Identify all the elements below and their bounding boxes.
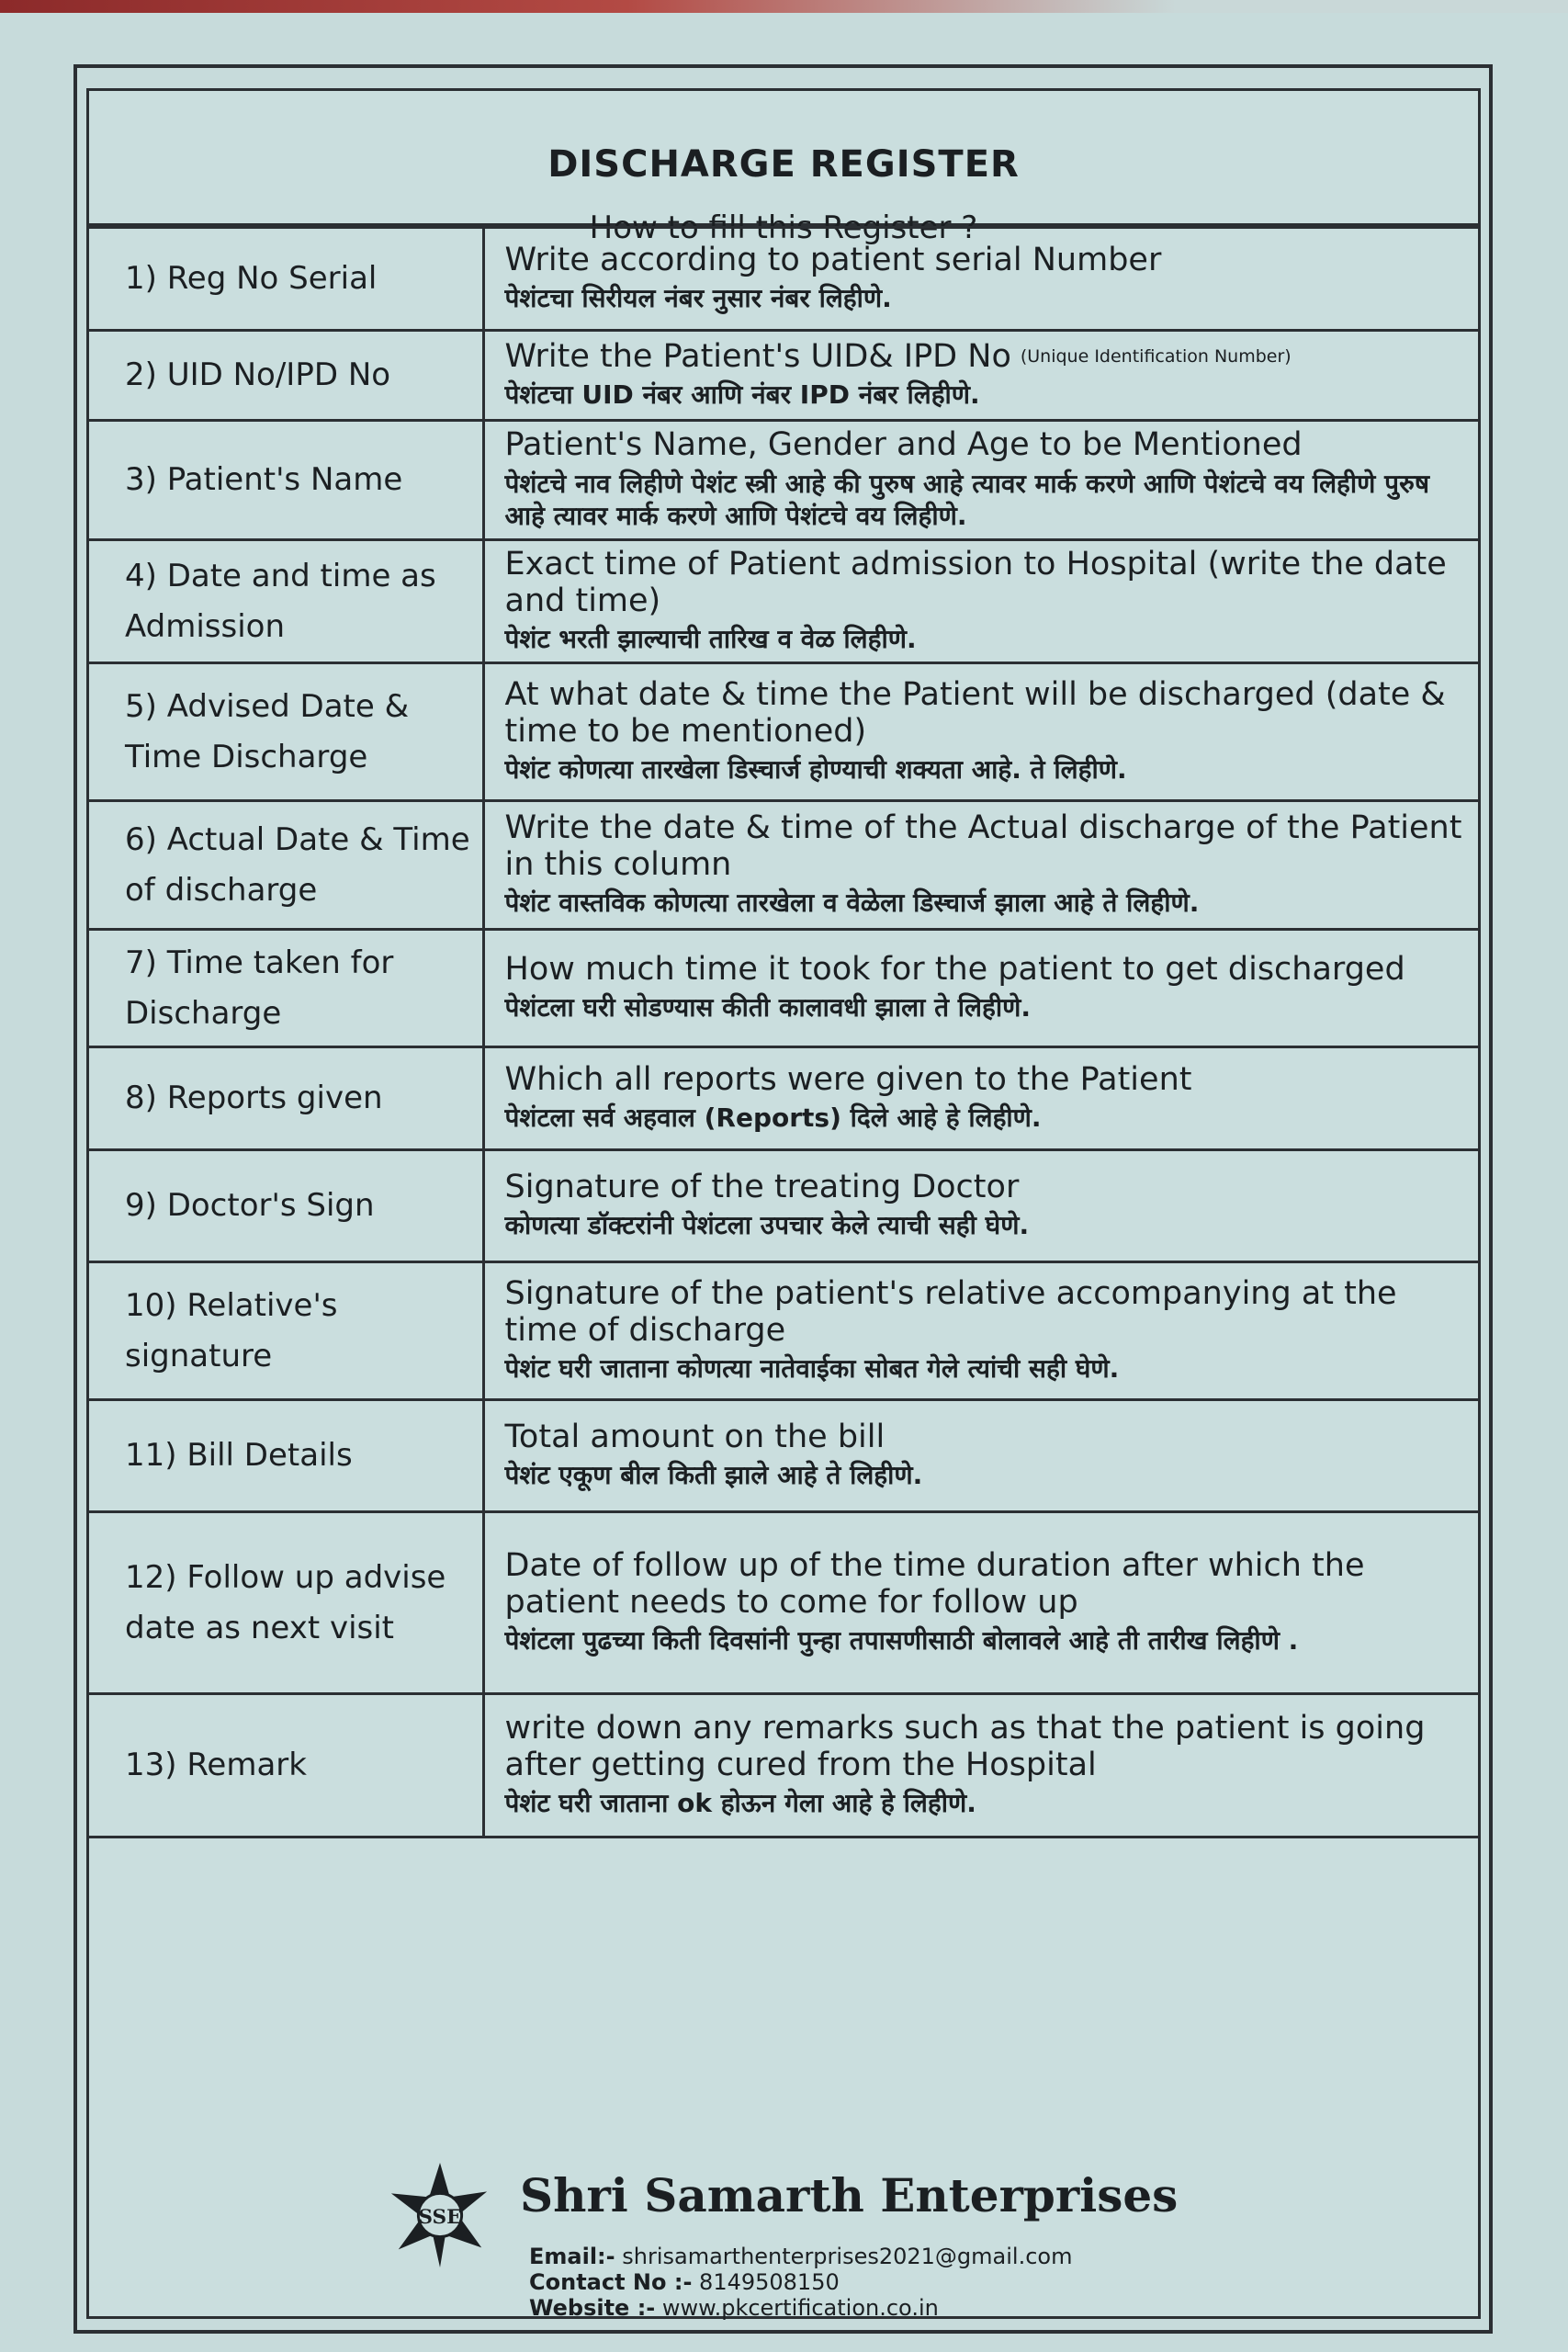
instruction-rows — [86, 228, 1481, 1838]
email-line — [529, 2245, 1072, 2267]
instruction-english — [505, 1170, 1467, 1206]
field-instruction — [483, 801, 1481, 930]
instruction-english — [505, 1276, 1467, 1349]
instruction-marathi: पेशंट घरी जाताना कोणत्या नातेवाईका सोबत गेले त्यांची सही घेणे. — [504, 1353, 1120, 1385]
field-name: 13) Remark — [86, 1694, 483, 1838]
field-name: 5) Advised Date & Time Discharge — [86, 663, 483, 801]
instruction-english-text: Patient's Name, Gender and Age to be Mentioned — [504, 426, 1303, 463]
table-row — [86, 1262, 1481, 1400]
field-name: 2) UID No/IPD No — [86, 331, 483, 421]
instruction-english — [505, 1419, 1467, 1456]
contact-value: 8149508150 — [699, 2269, 840, 2295]
field-instruction — [483, 930, 1481, 1047]
instruction-marathi: पेशंटला पुढच्या किती दिवसांनी पुन्हा तपासणीसाठी बोलावले आहे ती तारीख लिहीणे . — [504, 1625, 1299, 1657]
page-subtitle: How to fill this Register ? — [589, 209, 978, 246]
instruction-marathi: पेशंटचे नाव लिहीणे पेशंट स्त्री आहे की पुरुष आहे त्यावर मार्क करणे आणि पेशंटचे वय लिहीणे पुरुष आहे त्यावर मार्क करणे आणि पेशंटचे वय लिहीणे. — [504, 468, 1430, 532]
email-value: shrisamarthenterprises2021@gmail.com — [622, 2244, 1073, 2269]
instruction-marathi: पेशंट भरती झाल्याची तारिख व वेळ लिहीणे. — [504, 624, 917, 655]
instruction-english-text: Write according to patient serial Number — [504, 241, 1162, 278]
field-instruction — [483, 1512, 1481, 1694]
field-name: 8) Reports given — [86, 1047, 483, 1150]
instruction-english — [505, 677, 1467, 750]
field-instruction — [483, 228, 1481, 331]
field-name: 4) Date and time as Admission — [86, 540, 483, 663]
instruction-table — [86, 226, 1481, 1838]
field-instruction — [483, 1400, 1481, 1512]
page-title: DISCHARGE REGISTER — [547, 143, 1020, 186]
instruction-english — [505, 1548, 1467, 1621]
instruction-english-text: How much time it took for the patient to get discharged — [504, 950, 1405, 988]
table-row — [86, 331, 1481, 421]
field-instruction — [483, 1047, 1481, 1150]
instruction-marathi: पेशंट कोणत्या तारखेला डिस्चार्ज होण्याची शक्यता आहे. ते लिहीणे. — [504, 754, 1127, 786]
instruction-english-text: Total amount on the bill — [504, 1418, 886, 1455]
instruction-marathi: पेशंटला सर्व अहवाल (Reports) दिले आहे हे लिहीणे. — [504, 1102, 1042, 1134]
table-row — [86, 801, 1481, 930]
instruction-english — [505, 427, 1467, 464]
instruction-english-text: Which all reports were given to the Patient — [504, 1060, 1192, 1098]
logo-monogram: SSE — [418, 2205, 462, 2229]
instruction-english — [505, 952, 1467, 989]
field-name: 6) Actual Date & Time of discharge — [86, 801, 483, 930]
website-label: Website :- — [529, 2295, 656, 2321]
field-instruction — [483, 1694, 1481, 1838]
instruction-marathi: पेशंट घरी जाताना ok होऊन गेला आहे हे लिहीणे. — [504, 1788, 976, 1819]
field-instruction — [483, 663, 1481, 801]
top-edge-strip — [0, 0, 1568, 13]
table-row — [86, 421, 1481, 540]
instruction-marathi: पेशंटचा सिरीयल नंबर नुसार नंबर लिहीणे. — [504, 283, 892, 314]
instruction-note: (Unique Identification Number) — [1020, 346, 1292, 368]
instruction-english-text: Exact time of Patient admission to Hospital (write the date and time) — [504, 546, 1447, 619]
instruction-marathi: कोणत्या डॉक्टरांनी पेशंटला उपचार केले त्याची सही घेणे. — [504, 1210, 1030, 1241]
instruction-english-text: At what date & time the Patient will be discharged (date & time to be mentioned) — [504, 676, 1446, 750]
table-row — [86, 1047, 1481, 1150]
instruction-english — [505, 1711, 1467, 1783]
field-instruction — [483, 331, 1481, 421]
email-label: Email:- — [529, 2244, 615, 2269]
company-name: Shri Samarth Enterprises — [520, 2168, 1179, 2222]
website-line — [529, 2297, 939, 2319]
table-row — [86, 228, 1481, 331]
field-name: 1) Reg No Serial — [86, 228, 483, 331]
instruction-marathi: पेशंट एकूण बील किती झाले आहे ते लिहीणे. — [504, 1460, 923, 1491]
field-instruction — [483, 1150, 1481, 1262]
table-row — [86, 1150, 1481, 1262]
footer — [386, 2161, 1213, 2321]
instruction-english-text: Write the Patient's UID& IPD No — [504, 337, 1011, 375]
instruction-english — [505, 547, 1467, 619]
contact-label: Contact No :- — [529, 2269, 693, 2295]
field-name: 9) Doctor's Sign — [86, 1150, 483, 1262]
instruction-english-text: write down any remarks such as that the patient is going after getting cured from the Hospital — [504, 1710, 1426, 1783]
table-row — [86, 1400, 1481, 1512]
instruction-marathi: पेशंटला घरी सोडण्यास कीती कालावधी झाला ते लिहीणे. — [504, 992, 1032, 1023]
field-instruction — [483, 540, 1481, 663]
field-instruction — [483, 421, 1481, 540]
instruction-english-text: Signature of the treating Doctor — [504, 1168, 1020, 1205]
table-row — [86, 1694, 1481, 1838]
field-name: 11) Bill Details — [86, 1400, 483, 1512]
instruction-english — [505, 810, 1467, 883]
table-row — [86, 1512, 1481, 1694]
table-row — [86, 540, 1481, 663]
field-name: 7) Time taken for Discharge — [86, 930, 483, 1047]
instruction-english-text: Write the date & time of the Actual discharge of the Patient in this column — [504, 809, 1462, 883]
instruction-english-text: Signature of the patient's relative accompanying at the time of discharge — [504, 1275, 1397, 1349]
field-name: 10) Relative's signature — [86, 1262, 483, 1400]
contact-line — [529, 2271, 840, 2293]
instruction-english-text: Date of follow up of the time duration after which the patient needs to come for follow up — [504, 1547, 1365, 1621]
website-value: www.pkcertification.co.in — [661, 2295, 939, 2321]
field-name: 12) Follow up advise date as next visit — [86, 1512, 483, 1694]
table-row — [86, 663, 1481, 801]
instruction-english — [505, 243, 1467, 279]
table-row — [86, 930, 1481, 1047]
instruction-marathi: पेशंट वास्तविक कोणत्या तारखेला व वेळेला डिस्चार्ज झाला आहे ते लिहीणे. — [504, 888, 1200, 919]
title-block — [86, 88, 1481, 246]
field-name: 3) Patient's Name — [86, 421, 483, 540]
instruction-marathi: पेशंटचा UID नंबर आणि नंबर IPD नंबर लिहीणे. — [504, 379, 980, 411]
instruction-english — [505, 1062, 1467, 1099]
field-instruction — [483, 1262, 1481, 1400]
company-logo-icon — [386, 2161, 494, 2269]
instruction-english — [505, 339, 1467, 376]
